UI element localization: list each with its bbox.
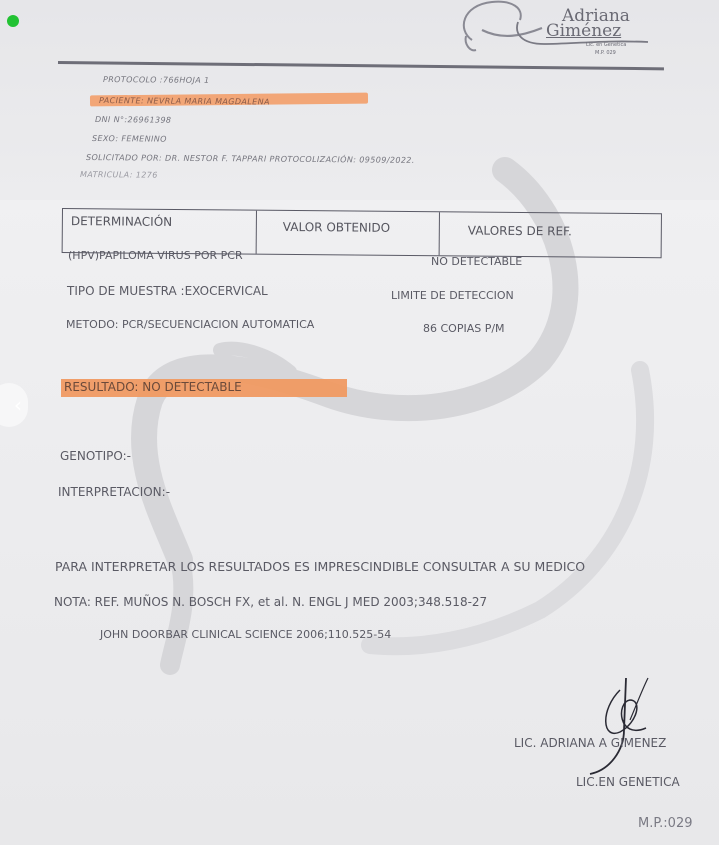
detection-limit-value: 86 COPIAS P/M xyxy=(423,322,505,335)
signer-license: M.P.:029 xyxy=(638,816,693,831)
logo-registration: M.P. 029 xyxy=(595,50,616,56)
column-value xyxy=(257,211,440,256)
protocol-line: PROTOCOLO :766HOJA 1 xyxy=(102,75,210,85)
reference-note-2: JOHN DOORBAR CLINICAL SCIENCE 2006;110.525-54 xyxy=(100,628,392,641)
logo-name-last: Giménez xyxy=(546,21,622,41)
signer-title: LIC.EN GENETICA xyxy=(576,775,680,789)
method: METODO: PCR/SECUENCIACION AUTOMATICA xyxy=(66,318,315,331)
test-name: (HPV)PAPILOMA VIRUS POR PCR xyxy=(68,249,243,262)
column-determination xyxy=(63,209,257,254)
registration-line: MATRICULA: 1276 xyxy=(79,170,158,180)
column-determination-label: DETERMINACIÓN xyxy=(70,214,173,229)
patient-line: PACIENTE: NEVRLA MARIA MAGDALENA xyxy=(98,96,270,107)
consult-note: PARA INTERPRETAR LOS RESULTADOS ES IMPRESCINDIBLE CONSULTAR A SU MEDICO xyxy=(55,559,586,574)
test-result: NO DETECTABLE xyxy=(431,255,523,268)
result-line: RESULTADO: NO DETECTABLE xyxy=(64,380,242,394)
status-dot xyxy=(7,15,19,27)
signature-icon xyxy=(580,670,660,780)
column-value-label: VALOR OBTENIDO xyxy=(282,219,391,235)
requested-by-line: SOLICITADO POR: DR. NESTOR F. TAPPARI PROTOCOLIZACIÓN: 09509/2022. xyxy=(85,153,415,165)
detection-limit-label: LIMITE DE DETECCION xyxy=(391,289,514,302)
dni-line: DNI N°:26961398 xyxy=(94,115,172,125)
sample-type: TIPO DE MUESTRA :EXOCERVICAL xyxy=(67,284,268,298)
column-reference xyxy=(440,212,661,257)
column-reference-label: VALORES DE REF. xyxy=(467,223,572,239)
interpretation-line: INTERPRETACION:- xyxy=(58,485,171,499)
genotype-line: GENOTIPO:- xyxy=(60,449,132,463)
previous-arrow-icon[interactable]: ‹ xyxy=(0,383,28,427)
reference-note: NOTA: REF. MUÑOS N. BOSCH FX, et al. N. ENGL J MED 2003;348.518-27 xyxy=(54,595,488,609)
logo-name-first: Adriana xyxy=(562,6,630,26)
signer-name: LIC. ADRIANA A GIMENEZ xyxy=(514,736,667,750)
sex-line: SEXO: FEMENINO xyxy=(91,134,167,144)
logo-subtitle: Lic. en Genetica xyxy=(586,42,627,48)
